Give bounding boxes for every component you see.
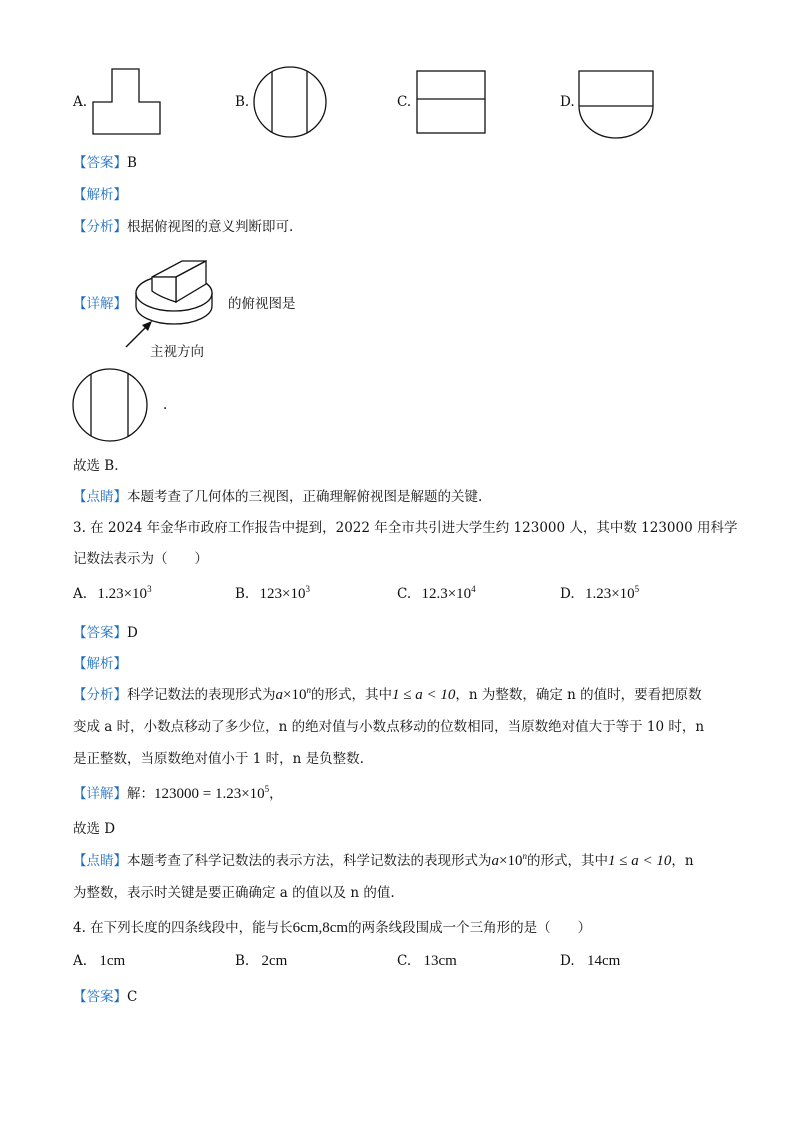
semicircle-rect-figure — [578, 70, 654, 140]
fenxi-tag: 【分析】 — [73, 219, 127, 235]
option-value: 2cm — [261, 953, 288, 969]
option-value: 14cm — [586, 953, 621, 969]
t-shape-figure — [92, 68, 162, 136]
option-letter: B. — [235, 586, 250, 602]
q2-detail-tag: 【详解】 — [73, 296, 127, 312]
view-direction-label: 主视方向 — [150, 344, 204, 360]
option-letter: C. — [397, 953, 412, 969]
figure-period: . — [163, 397, 168, 413]
option-letter: A. — [73, 586, 88, 602]
option-letter: B. — [235, 953, 250, 969]
q2-dianjing — [73, 485, 482, 505]
option-math: $1.23\times 10^5$ — [584, 584, 640, 602]
q4-answer — [73, 985, 137, 1005]
range-math: 1 ≤ a < 10 — [607, 853, 672, 869]
detail-tag: 【详解】 — [73, 786, 127, 802]
q2-choose: 故选 B. — [73, 458, 119, 474]
q3-stem-line2: 记数法表示为（ ） — [73, 551, 208, 567]
circle-two-lines-figure — [253, 66, 327, 138]
option-letter: A. — [73, 953, 88, 969]
q4-option-c[interactable] — [397, 953, 457, 970]
q2-option-c[interactable] — [397, 94, 411, 110]
q2-option-b[interactable] — [235, 94, 249, 110]
sci-form: $a\times 10^n$ — [275, 685, 311, 703]
answer-tag: 【答案】 — [73, 155, 127, 171]
q4-option-d[interactable] — [560, 953, 620, 970]
dianjing-text: 本题考查了几何体的三视图，正确理解俯视图是解题的关键. — [127, 489, 483, 505]
q4-option-b[interactable] — [235, 953, 287, 970]
option-value: 13cm — [423, 953, 457, 969]
dianjing-tag: 【点睛】 — [73, 853, 127, 869]
sci-form: $a\times 10^n$ — [491, 851, 527, 869]
q4-option-a[interactable] — [73, 953, 125, 970]
q3-option-a[interactable] — [73, 584, 152, 603]
q3-fenxi-line1: 【分析】科学记数法的表现形式为$a\times 10^n$的形式，其中1 ≤ a < 10，n 为整数，确定 n 的值时，要看把原数 — [73, 685, 702, 703]
fenxi-text: 根据俯视图的意义判断即可. — [127, 219, 294, 235]
q3-option-c[interactable] — [397, 584, 476, 603]
q2-fenxi — [73, 215, 293, 235]
top-view-circle-figure — [71, 367, 151, 443]
answer-tag: 【答案】 — [73, 625, 127, 641]
q3-option-b[interactable] — [235, 584, 310, 603]
dianjing-tag: 【点睛】 — [73, 489, 127, 505]
range-math: 1 ≤ a < 10 — [391, 687, 456, 703]
q2-option-a[interactable] — [73, 94, 87, 110]
q2-option-d[interactable] — [560, 94, 575, 110]
rectangle-line-figure — [416, 70, 486, 134]
answer-value: C — [127, 989, 138, 1005]
option-letter: D. — [560, 953, 575, 969]
option-value: 1cm — [99, 953, 126, 969]
detail-equation: $123000 = 1.23\times 10^5$ — [154, 784, 270, 802]
q3-choose: 故选 D — [73, 821, 116, 837]
q2-analysis-tag: 【解析】 — [73, 187, 127, 203]
option-letter: D. — [560, 586, 575, 602]
option-math: $12.3\times 10^4$ — [421, 584, 476, 602]
q3-dianjing-line1: 【点睛】本题考查了科学记数法的表示方法，科学记数法的表现形式为$a\times 10^n$的形式，其中1 ≤ a < 10，n — [73, 851, 694, 869]
q2-answer — [73, 151, 137, 171]
option-letter: C. — [397, 94, 412, 110]
q3-analysis-tag: 【解析】 — [73, 656, 127, 672]
option-math: $123\times 10^3$ — [259, 584, 310, 602]
answer-tag: 【答案】 — [73, 989, 127, 1005]
option-letter: D. — [560, 94, 575, 110]
q3-option-d[interactable] — [560, 584, 639, 603]
option-letter: B. — [235, 94, 250, 110]
answer-value: B — [127, 155, 137, 171]
q3-fenxi-line2: 变成 a 时，小数点移动了多少位，n 的绝对值与小数点移动的位数相同，当原数绝对值大于等于 10 时，n — [73, 719, 705, 735]
option-letter: A. — [73, 94, 88, 110]
q3-detail: 【详解】解：$123000 = 1.23\times 10^5$， — [73, 784, 283, 802]
q3-dianjing-line2: 为整数，表示时关键是要正确确定 a 的值以及 n 的值. — [73, 885, 395, 901]
q4-stem: 4. 在下列长度的四条线段中，能与长6cm,8cm的两条线段围成一个三角形的是（ ） — [73, 920, 592, 936]
detail-after-text: 的俯视图是 — [228, 296, 296, 312]
fenxi-tag: 【分析】 — [73, 687, 127, 703]
option-math: $1.23\times 10^3$ — [97, 584, 152, 602]
q3-fenxi-line3: 是正整数，当原数绝对值小于 1 时，n 是负整数. — [73, 751, 364, 767]
solid-3d-figure — [134, 247, 216, 327]
q3-stem-line1: 3. 在 2024 年金华市政府工作报告中提到，2022 年全市共引进大学生约 123000 人，其中数 123000 用科学 — [73, 520, 738, 536]
option-letter: C. — [397, 586, 412, 602]
stem-math: 6cm,8cm — [292, 920, 349, 936]
answer-value: D — [127, 625, 138, 641]
q3-answer — [73, 621, 138, 641]
